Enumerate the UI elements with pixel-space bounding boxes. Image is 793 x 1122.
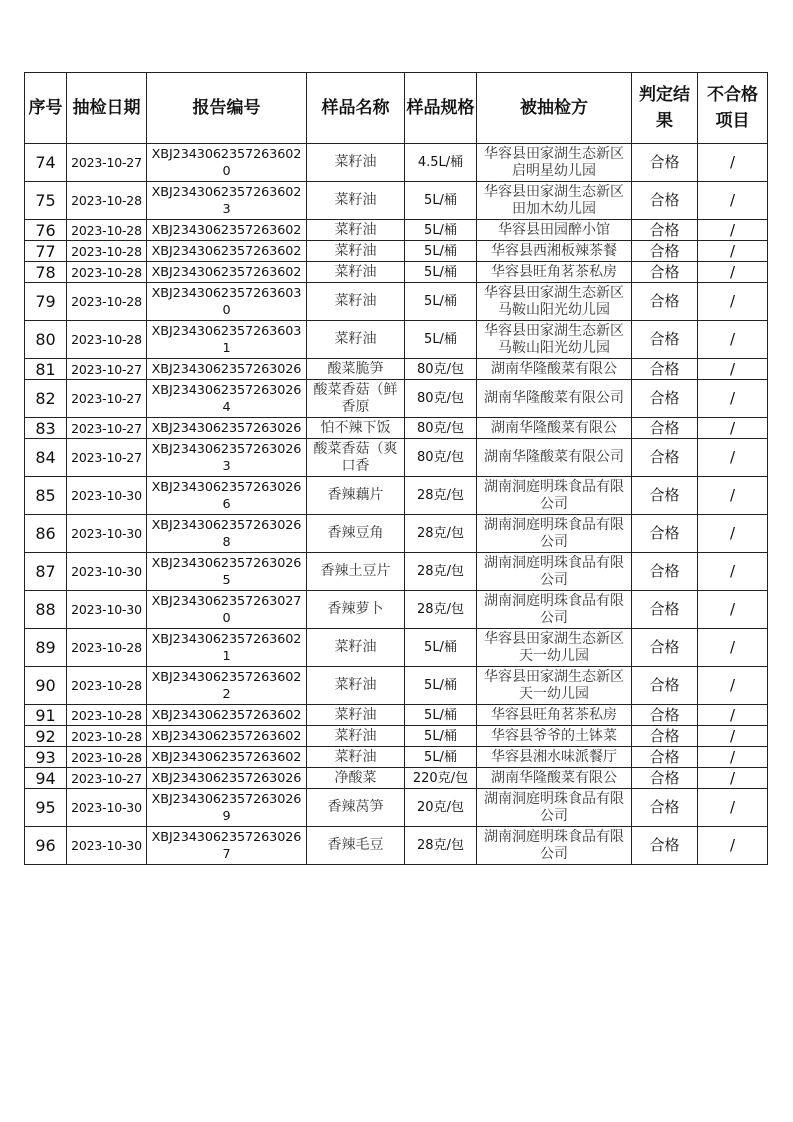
cell-failed-items: / [698, 241, 768, 262]
cell-seq: 83 [25, 418, 67, 439]
cell-date: 2023-10-28 [67, 629, 147, 667]
cell-seq: 94 [25, 768, 67, 789]
cell-inspected-party: 湖南洞庭明珠食品有限公司 [477, 477, 632, 515]
cell-result: 合格 [632, 220, 698, 241]
cell-report-no: XBJ2343062357263602 [147, 726, 307, 747]
table-row [25, 321, 768, 359]
cell-spec: 5L/桶 [405, 283, 477, 321]
table-row [25, 439, 768, 477]
cell-spec: 5L/桶 [405, 705, 477, 726]
cell-spec: 5L/桶 [405, 667, 477, 705]
cell-date: 2023-10-27 [67, 380, 147, 418]
cell-result: 合格 [632, 705, 698, 726]
cell-date: 2023-10-27 [67, 144, 147, 182]
table-row [25, 747, 768, 768]
cell-seq: 79 [25, 283, 67, 321]
cell-seq: 90 [25, 667, 67, 705]
cell-report-no: XBJ2343062357263602 [147, 241, 307, 262]
cell-sample-name: 香辣毛豆 [307, 827, 405, 865]
cell-result: 合格 [632, 591, 698, 629]
table-row [25, 241, 768, 262]
cell-report-no: XBJ23430623572636023 [147, 182, 307, 220]
table-row [25, 220, 768, 241]
cell-failed-items: / [698, 359, 768, 380]
header-date: 抽检日期 [67, 73, 147, 144]
header-sample-name: 样品名称 [307, 73, 405, 144]
cell-failed-items: / [698, 477, 768, 515]
cell-date: 2023-10-28 [67, 241, 147, 262]
cell-spec: 5L/桶 [405, 262, 477, 283]
cell-seq: 92 [25, 726, 67, 747]
cell-failed-items: / [698, 321, 768, 359]
table-row [25, 144, 768, 182]
cell-result: 合格 [632, 241, 698, 262]
cell-seq: 75 [25, 182, 67, 220]
cell-date: 2023-10-30 [67, 827, 147, 865]
cell-result: 合格 [632, 726, 698, 747]
header-seq: 序号 [25, 73, 67, 144]
cell-failed-items: / [698, 705, 768, 726]
cell-result: 合格 [632, 667, 698, 705]
table-row [25, 629, 768, 667]
cell-spec: 28克/包 [405, 553, 477, 591]
cell-spec: 80克/包 [405, 359, 477, 380]
cell-spec: 5L/桶 [405, 241, 477, 262]
header-report-no: 报告编号 [147, 73, 307, 144]
cell-sample-name: 菜籽油 [307, 321, 405, 359]
cell-result: 合格 [632, 359, 698, 380]
cell-report-no: XBJ23430623572630264 [147, 380, 307, 418]
cell-result: 合格 [632, 515, 698, 553]
cell-date: 2023-10-27 [67, 359, 147, 380]
cell-inspected-party: 湖南洞庭明珠食品有限公司 [477, 789, 632, 827]
table-row [25, 553, 768, 591]
table-body [25, 144, 768, 865]
cell-result: 合格 [632, 439, 698, 477]
cell-sample-name: 菜籽油 [307, 629, 405, 667]
cell-spec: 28克/包 [405, 515, 477, 553]
cell-inspected-party: 华容县西湘板辣茶餐 [477, 241, 632, 262]
cell-sample-name: 香辣豆角 [307, 515, 405, 553]
cell-seq: 93 [25, 747, 67, 768]
cell-inspected-party: 湖南华隆酸菜有限公司 [477, 439, 632, 477]
cell-seq: 80 [25, 321, 67, 359]
cell-date: 2023-10-28 [67, 705, 147, 726]
cell-date: 2023-10-28 [67, 321, 147, 359]
cell-result: 合格 [632, 768, 698, 789]
cell-report-no: XBJ2343062357263602 [147, 747, 307, 768]
cell-report-no: XBJ23430623572636022 [147, 667, 307, 705]
cell-failed-items: / [698, 144, 768, 182]
cell-date: 2023-10-28 [67, 283, 147, 321]
cell-inspected-party: 湖南华隆酸菜有限公 [477, 418, 632, 439]
cell-date: 2023-10-30 [67, 553, 147, 591]
table-row [25, 380, 768, 418]
table-row [25, 477, 768, 515]
cell-failed-items: / [698, 283, 768, 321]
cell-failed-items: / [698, 747, 768, 768]
cell-result: 合格 [632, 380, 698, 418]
table-row [25, 667, 768, 705]
cell-result: 合格 [632, 629, 698, 667]
cell-sample-name: 菜籽油 [307, 283, 405, 321]
cell-report-no: XBJ23430623572636031 [147, 321, 307, 359]
cell-report-no: XBJ23430623572630267 [147, 827, 307, 865]
cell-spec: 20克/包 [405, 789, 477, 827]
cell-spec: 5L/桶 [405, 726, 477, 747]
cell-failed-items: / [698, 380, 768, 418]
cell-failed-items: / [698, 220, 768, 241]
cell-inspected-party: 湖南华隆酸菜有限公司 [477, 380, 632, 418]
cell-spec: 5L/桶 [405, 321, 477, 359]
cell-sample-name: 香辣土豆片 [307, 553, 405, 591]
cell-sample-name: 菜籽油 [307, 262, 405, 283]
cell-result: 合格 [632, 321, 698, 359]
cell-date: 2023-10-30 [67, 789, 147, 827]
cell-seq: 76 [25, 220, 67, 241]
cell-date: 2023-10-30 [67, 591, 147, 629]
cell-failed-items: / [698, 789, 768, 827]
cell-spec: 220克/包 [405, 768, 477, 789]
table-row [25, 705, 768, 726]
cell-seq: 95 [25, 789, 67, 827]
header-spec: 样品规格 [405, 73, 477, 144]
cell-seq: 74 [25, 144, 67, 182]
cell-date: 2023-10-28 [67, 262, 147, 283]
cell-result: 合格 [632, 553, 698, 591]
cell-report-no: XBJ23430623572630268 [147, 515, 307, 553]
cell-seq: 87 [25, 553, 67, 591]
cell-inspected-party: 华容县爷爷的土钵菜 [477, 726, 632, 747]
cell-failed-items: / [698, 827, 768, 865]
cell-sample-name: 菜籽油 [307, 220, 405, 241]
cell-sample-name: 菜籽油 [307, 182, 405, 220]
cell-failed-items: / [698, 262, 768, 283]
table-row [25, 591, 768, 629]
cell-inspected-party: 华容县湘水味派餐厅 [477, 747, 632, 768]
cell-spec: 28克/包 [405, 827, 477, 865]
cell-failed-items: / [698, 439, 768, 477]
cell-report-no: XBJ2343062357263026 [147, 768, 307, 789]
cell-inspected-party: 湖南华隆酸菜有限公 [477, 768, 632, 789]
cell-sample-name: 香辣萝卜 [307, 591, 405, 629]
cell-inspected-party: 湖南洞庭明珠食品有限公司 [477, 515, 632, 553]
cell-spec: 80克/包 [405, 418, 477, 439]
cell-date: 2023-10-30 [67, 477, 147, 515]
cell-sample-name: 菜籽油 [307, 241, 405, 262]
table-row [25, 182, 768, 220]
cell-seq: 78 [25, 262, 67, 283]
cell-sample-name: 酸菜脆笋 [307, 359, 405, 380]
cell-sample-name: 菜籽油 [307, 667, 405, 705]
cell-report-no: XBJ23430623572636020 [147, 144, 307, 182]
cell-sample-name: 香辣莴笋 [307, 789, 405, 827]
table-row [25, 768, 768, 789]
cell-report-no: XBJ2343062357263602 [147, 220, 307, 241]
cell-date: 2023-10-27 [67, 768, 147, 789]
cell-seq: 81 [25, 359, 67, 380]
cell-spec: 5L/桶 [405, 629, 477, 667]
table-row [25, 726, 768, 747]
cell-seq: 89 [25, 629, 67, 667]
cell-date: 2023-10-27 [67, 418, 147, 439]
cell-result: 合格 [632, 789, 698, 827]
cell-failed-items: / [698, 515, 768, 553]
cell-result: 合格 [632, 827, 698, 865]
cell-inspected-party: 华容县田家湖生态新区马鞍山阳光幼儿园 [477, 283, 632, 321]
cell-report-no: XBJ2343062357263602 [147, 262, 307, 283]
cell-sample-name: 怕不辣下饭 [307, 418, 405, 439]
cell-sample-name: 香辣藕片 [307, 477, 405, 515]
cell-inspected-party: 华容县田家湖生态新区天一幼儿园 [477, 629, 632, 667]
cell-spec: 5L/桶 [405, 747, 477, 768]
cell-result: 合格 [632, 144, 698, 182]
cell-report-no: XBJ23430623572630269 [147, 789, 307, 827]
header-inspected-party: 被抽检方 [477, 73, 632, 144]
cell-sample-name: 酸菜香菇（爽口香 [307, 439, 405, 477]
cell-failed-items: / [698, 726, 768, 747]
header-failed-items: 不合格项目 [698, 73, 768, 144]
cell-inspected-party: 华容县田家湖生态新区田加木幼儿园 [477, 182, 632, 220]
cell-inspected-party: 华容县田园醉小馆 [477, 220, 632, 241]
table-row [25, 827, 768, 865]
cell-sample-name: 菜籽油 [307, 726, 405, 747]
cell-seq: 88 [25, 591, 67, 629]
cell-spec: 5L/桶 [405, 182, 477, 220]
inspection-results-table [24, 72, 768, 865]
table-row [25, 515, 768, 553]
cell-sample-name: 菜籽油 [307, 705, 405, 726]
cell-date: 2023-10-28 [67, 747, 147, 768]
cell-inspected-party: 湖南洞庭明珠食品有限公司 [477, 591, 632, 629]
cell-date: 2023-10-30 [67, 515, 147, 553]
cell-failed-items: / [698, 182, 768, 220]
cell-result: 合格 [632, 418, 698, 439]
cell-spec: 4.5L/桶 [405, 144, 477, 182]
table-row [25, 789, 768, 827]
cell-inspected-party: 湖南洞庭明珠食品有限公司 [477, 827, 632, 865]
cell-seq: 84 [25, 439, 67, 477]
cell-report-no: XBJ2343062357263026 [147, 359, 307, 380]
cell-date: 2023-10-28 [67, 726, 147, 747]
cell-seq: 85 [25, 477, 67, 515]
cell-date: 2023-10-28 [67, 667, 147, 705]
cell-failed-items: / [698, 667, 768, 705]
cell-report-no: XBJ23430623572636021 [147, 629, 307, 667]
cell-seq: 91 [25, 705, 67, 726]
cell-inspected-party: 华容县田家湖生态新区马鞍山阳光幼儿园 [477, 321, 632, 359]
cell-result: 合格 [632, 747, 698, 768]
cell-inspected-party: 湖南洞庭明珠食品有限公司 [477, 553, 632, 591]
cell-inspected-party: 华容县旺角茗茶私房 [477, 262, 632, 283]
cell-report-no: XBJ23430623572630266 [147, 477, 307, 515]
cell-failed-items: / [698, 418, 768, 439]
cell-sample-name: 菜籽油 [307, 144, 405, 182]
cell-spec: 80克/包 [405, 439, 477, 477]
cell-inspected-party: 华容县旺角茗茶私房 [477, 705, 632, 726]
cell-date: 2023-10-27 [67, 439, 147, 477]
cell-seq: 77 [25, 241, 67, 262]
cell-report-no: XBJ23430623572630263 [147, 439, 307, 477]
cell-report-no: XBJ2343062357263602 [147, 705, 307, 726]
cell-failed-items: / [698, 553, 768, 591]
cell-spec: 28克/包 [405, 591, 477, 629]
table-row [25, 262, 768, 283]
cell-result: 合格 [632, 477, 698, 515]
table-row [25, 283, 768, 321]
cell-report-no: XBJ23430623572630265 [147, 553, 307, 591]
cell-failed-items: / [698, 768, 768, 789]
cell-result: 合格 [632, 283, 698, 321]
cell-report-no: XBJ23430623572636030 [147, 283, 307, 321]
cell-inspected-party: 湖南华隆酸菜有限公 [477, 359, 632, 380]
cell-sample-name: 净酸菜 [307, 768, 405, 789]
cell-spec: 28克/包 [405, 477, 477, 515]
cell-seq: 86 [25, 515, 67, 553]
cell-inspected-party: 华容县田家湖生态新区启明星幼儿园 [477, 144, 632, 182]
table-row [25, 359, 768, 380]
cell-result: 合格 [632, 262, 698, 283]
cell-inspected-party: 华容县田家湖生态新区天一幼儿园 [477, 667, 632, 705]
cell-date: 2023-10-28 [67, 220, 147, 241]
cell-report-no: XBJ23430623572630270 [147, 591, 307, 629]
table-header-row [25, 73, 768, 144]
cell-spec: 5L/桶 [405, 220, 477, 241]
cell-sample-name: 酸菜香菇（鲜香原 [307, 380, 405, 418]
cell-result: 合格 [632, 182, 698, 220]
cell-failed-items: / [698, 629, 768, 667]
cell-date: 2023-10-28 [67, 182, 147, 220]
cell-failed-items: / [698, 591, 768, 629]
cell-report-no: XBJ2343062357263026 [147, 418, 307, 439]
table-row [25, 418, 768, 439]
cell-seq: 82 [25, 380, 67, 418]
cell-sample-name: 菜籽油 [307, 747, 405, 768]
cell-spec: 80克/包 [405, 380, 477, 418]
cell-seq: 96 [25, 827, 67, 865]
header-result: 判定结果 [632, 73, 698, 144]
